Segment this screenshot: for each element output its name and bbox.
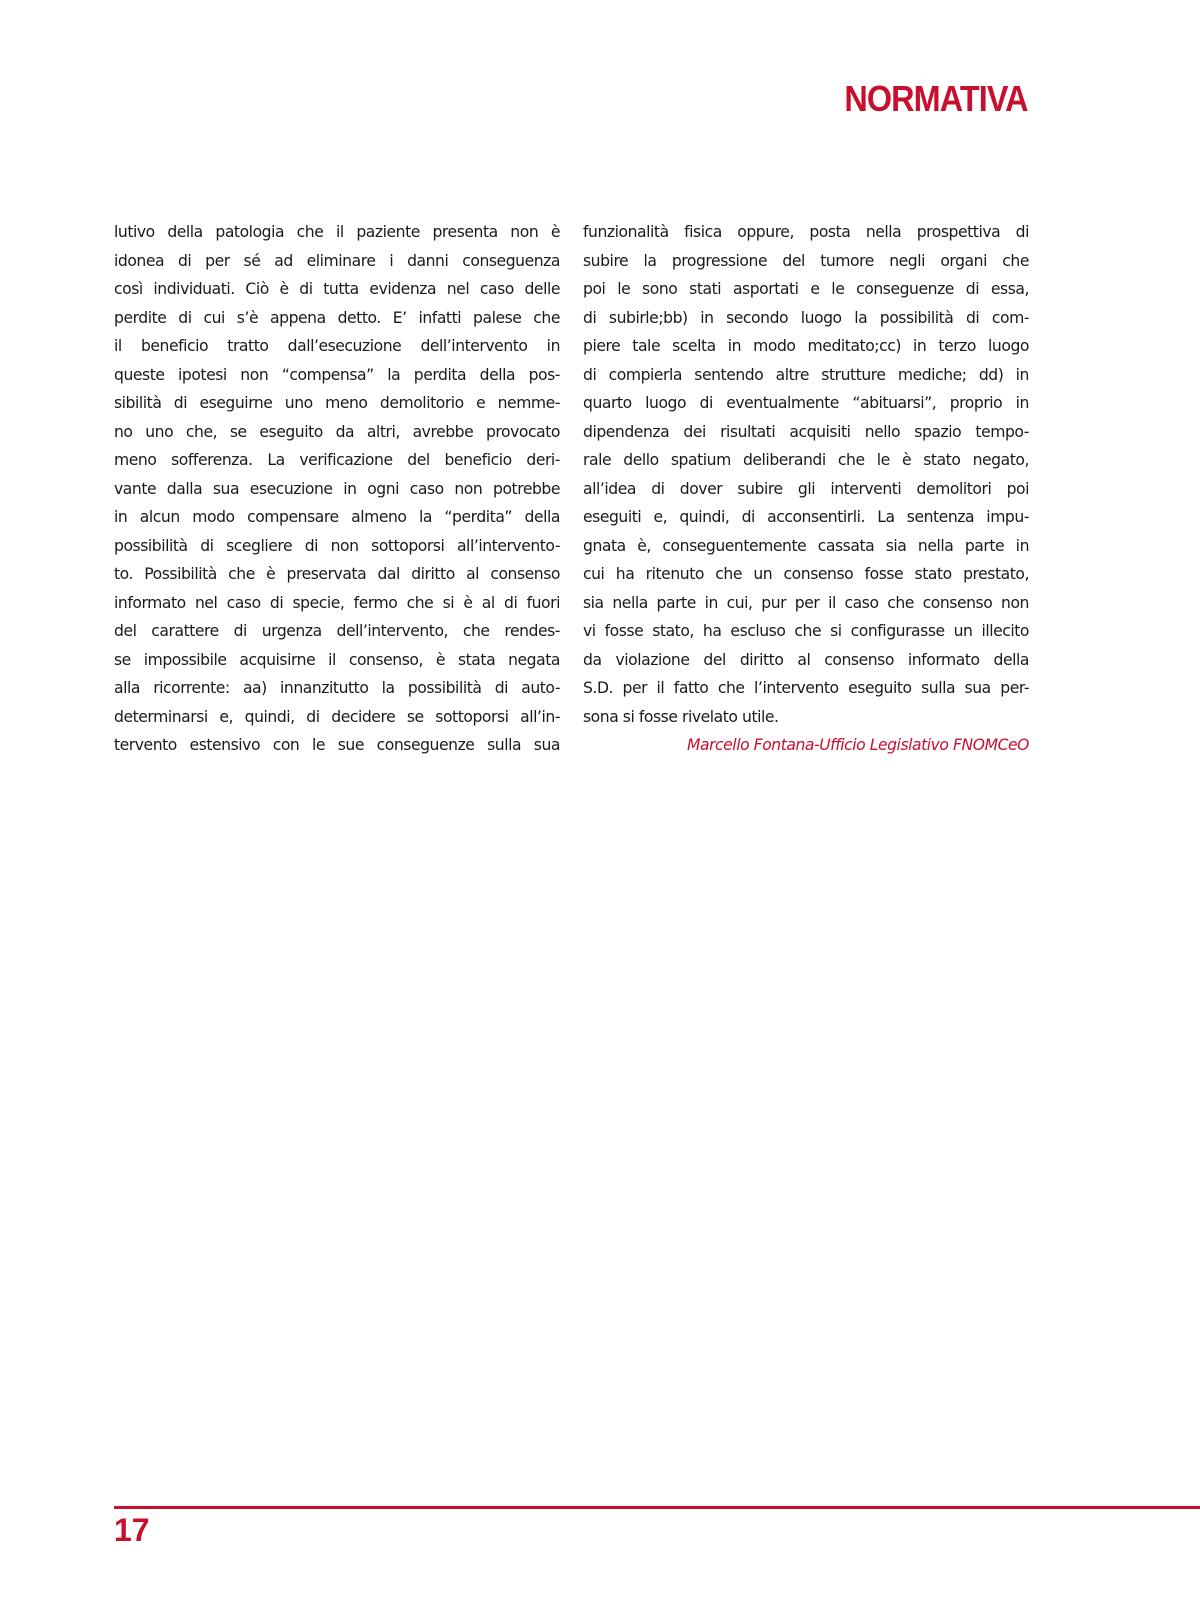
article-right-column bbox=[583, 218, 1029, 759]
text-line: in alcun modo compensare almeno la “perdita” della bbox=[114, 508, 560, 526]
text-line: tervento estensivo con le sue conseguenze sulla sua bbox=[114, 736, 560, 754]
text-line: sona si fosse rivelato utile. bbox=[583, 707, 779, 726]
text-line: perdite di cui s’è appena detto. E’ infatti palese che bbox=[114, 308, 560, 327]
article-left-column bbox=[114, 218, 560, 760]
text-line: poi le sono stati asportati e le conseguenze di essa, bbox=[583, 280, 1029, 298]
article-paragraph-right bbox=[583, 218, 1029, 731]
author-signature: Marcello Fontana-Ufficio Legislativo FNOMCeO bbox=[686, 736, 1029, 754]
text-line: eseguiti e, quindi, di acconsentirli. La sentenza impu- bbox=[583, 508, 1029, 526]
text-line: to. Possibilità che è preservata dal diritto al consenso bbox=[114, 565, 560, 583]
text-line: così individuati. Ciò è di tutta evidenza nel caso delle bbox=[114, 280, 560, 298]
page-number: 17 bbox=[114, 1512, 150, 1548]
text-line: di compierla sentendo altre strutture mediche; dd) in bbox=[583, 365, 1029, 384]
text-line: da violazione del diritto al consenso informato della bbox=[583, 650, 1029, 669]
text-line: vante dalla sua esecuzione in ogni caso non potrebbe bbox=[114, 479, 560, 498]
text-line: meno sofferenza. La verificazione del beneficio deri- bbox=[114, 451, 560, 469]
article-paragraph-left bbox=[114, 218, 560, 760]
text-line: rale dello spatium deliberandi che le è stato negato, bbox=[583, 451, 1029, 469]
text-line: alla ricorrente: aa) innanzitutto la possibilità di auto- bbox=[114, 679, 560, 697]
text-line: funzionalità fisica oppure, posta nella prospettiva di bbox=[583, 223, 1029, 241]
text-line: piere tale scelta in modo meditato;cc) in terzo luogo bbox=[583, 337, 1029, 355]
text-line: se impossibile acquisirne il consenso, è stata negata bbox=[114, 650, 560, 669]
text-line: quarto luogo di eventualmente “abituarsi”, proprio in bbox=[583, 394, 1029, 412]
text-line: del carattere di urgenza dell’intervento, che rendes- bbox=[114, 622, 560, 640]
text-line: dipendenza dei risultati acquisiti nello spazio tempo- bbox=[583, 422, 1029, 441]
text-line: queste ipotesi non “compensa” la perdita della pos- bbox=[114, 365, 560, 384]
text-line: gnata è, conseguentemente cassata sia nella parte in bbox=[583, 536, 1029, 555]
text-line: cui ha ritenuto che un consenso fosse stato prestato, bbox=[583, 565, 1029, 583]
footer-rule bbox=[114, 1506, 1200, 1509]
text-line: subire la progressione del tumore negli organi che bbox=[583, 251, 1029, 270]
text-line: all’idea di dover subire gli interventi demolitori poi bbox=[583, 479, 1029, 498]
text-line: no uno che, se eseguito da altri, avrebbe provocato bbox=[114, 422, 560, 441]
text-line: S.D. per il fatto che l’intervento eseguito sulla sua per- bbox=[583, 679, 1029, 697]
text-line: informato nel caso di specie, fermo che si è al di fuori bbox=[114, 593, 560, 612]
text-line: possibilità di scegliere di non sottoporsi all’intervento- bbox=[114, 536, 560, 555]
text-line: il beneficio tratto dall’esecuzione dell’intervento in bbox=[114, 337, 560, 355]
text-line: di subirle;bb) in secondo luogo la possibilità di com- bbox=[583, 308, 1029, 327]
text-line: sibilità di eseguirne uno meno demolitorio e nemme- bbox=[114, 394, 560, 412]
text-line: vi fosse stato, ha escluso che si configurasse un illecito bbox=[583, 622, 1029, 640]
text-line: determinarsi e, quindi, di decidere se sottoporsi all’in- bbox=[114, 707, 560, 726]
text-line: idonea di per sé ad eliminare i danni conseguenza bbox=[114, 251, 560, 270]
text-line: sia nella parte in cui, pur per il caso che consenso non bbox=[583, 593, 1029, 612]
text-line: lutivo della patologia che il paziente presenta non è bbox=[114, 223, 560, 241]
section-title: NORMATIVA bbox=[844, 78, 1028, 119]
